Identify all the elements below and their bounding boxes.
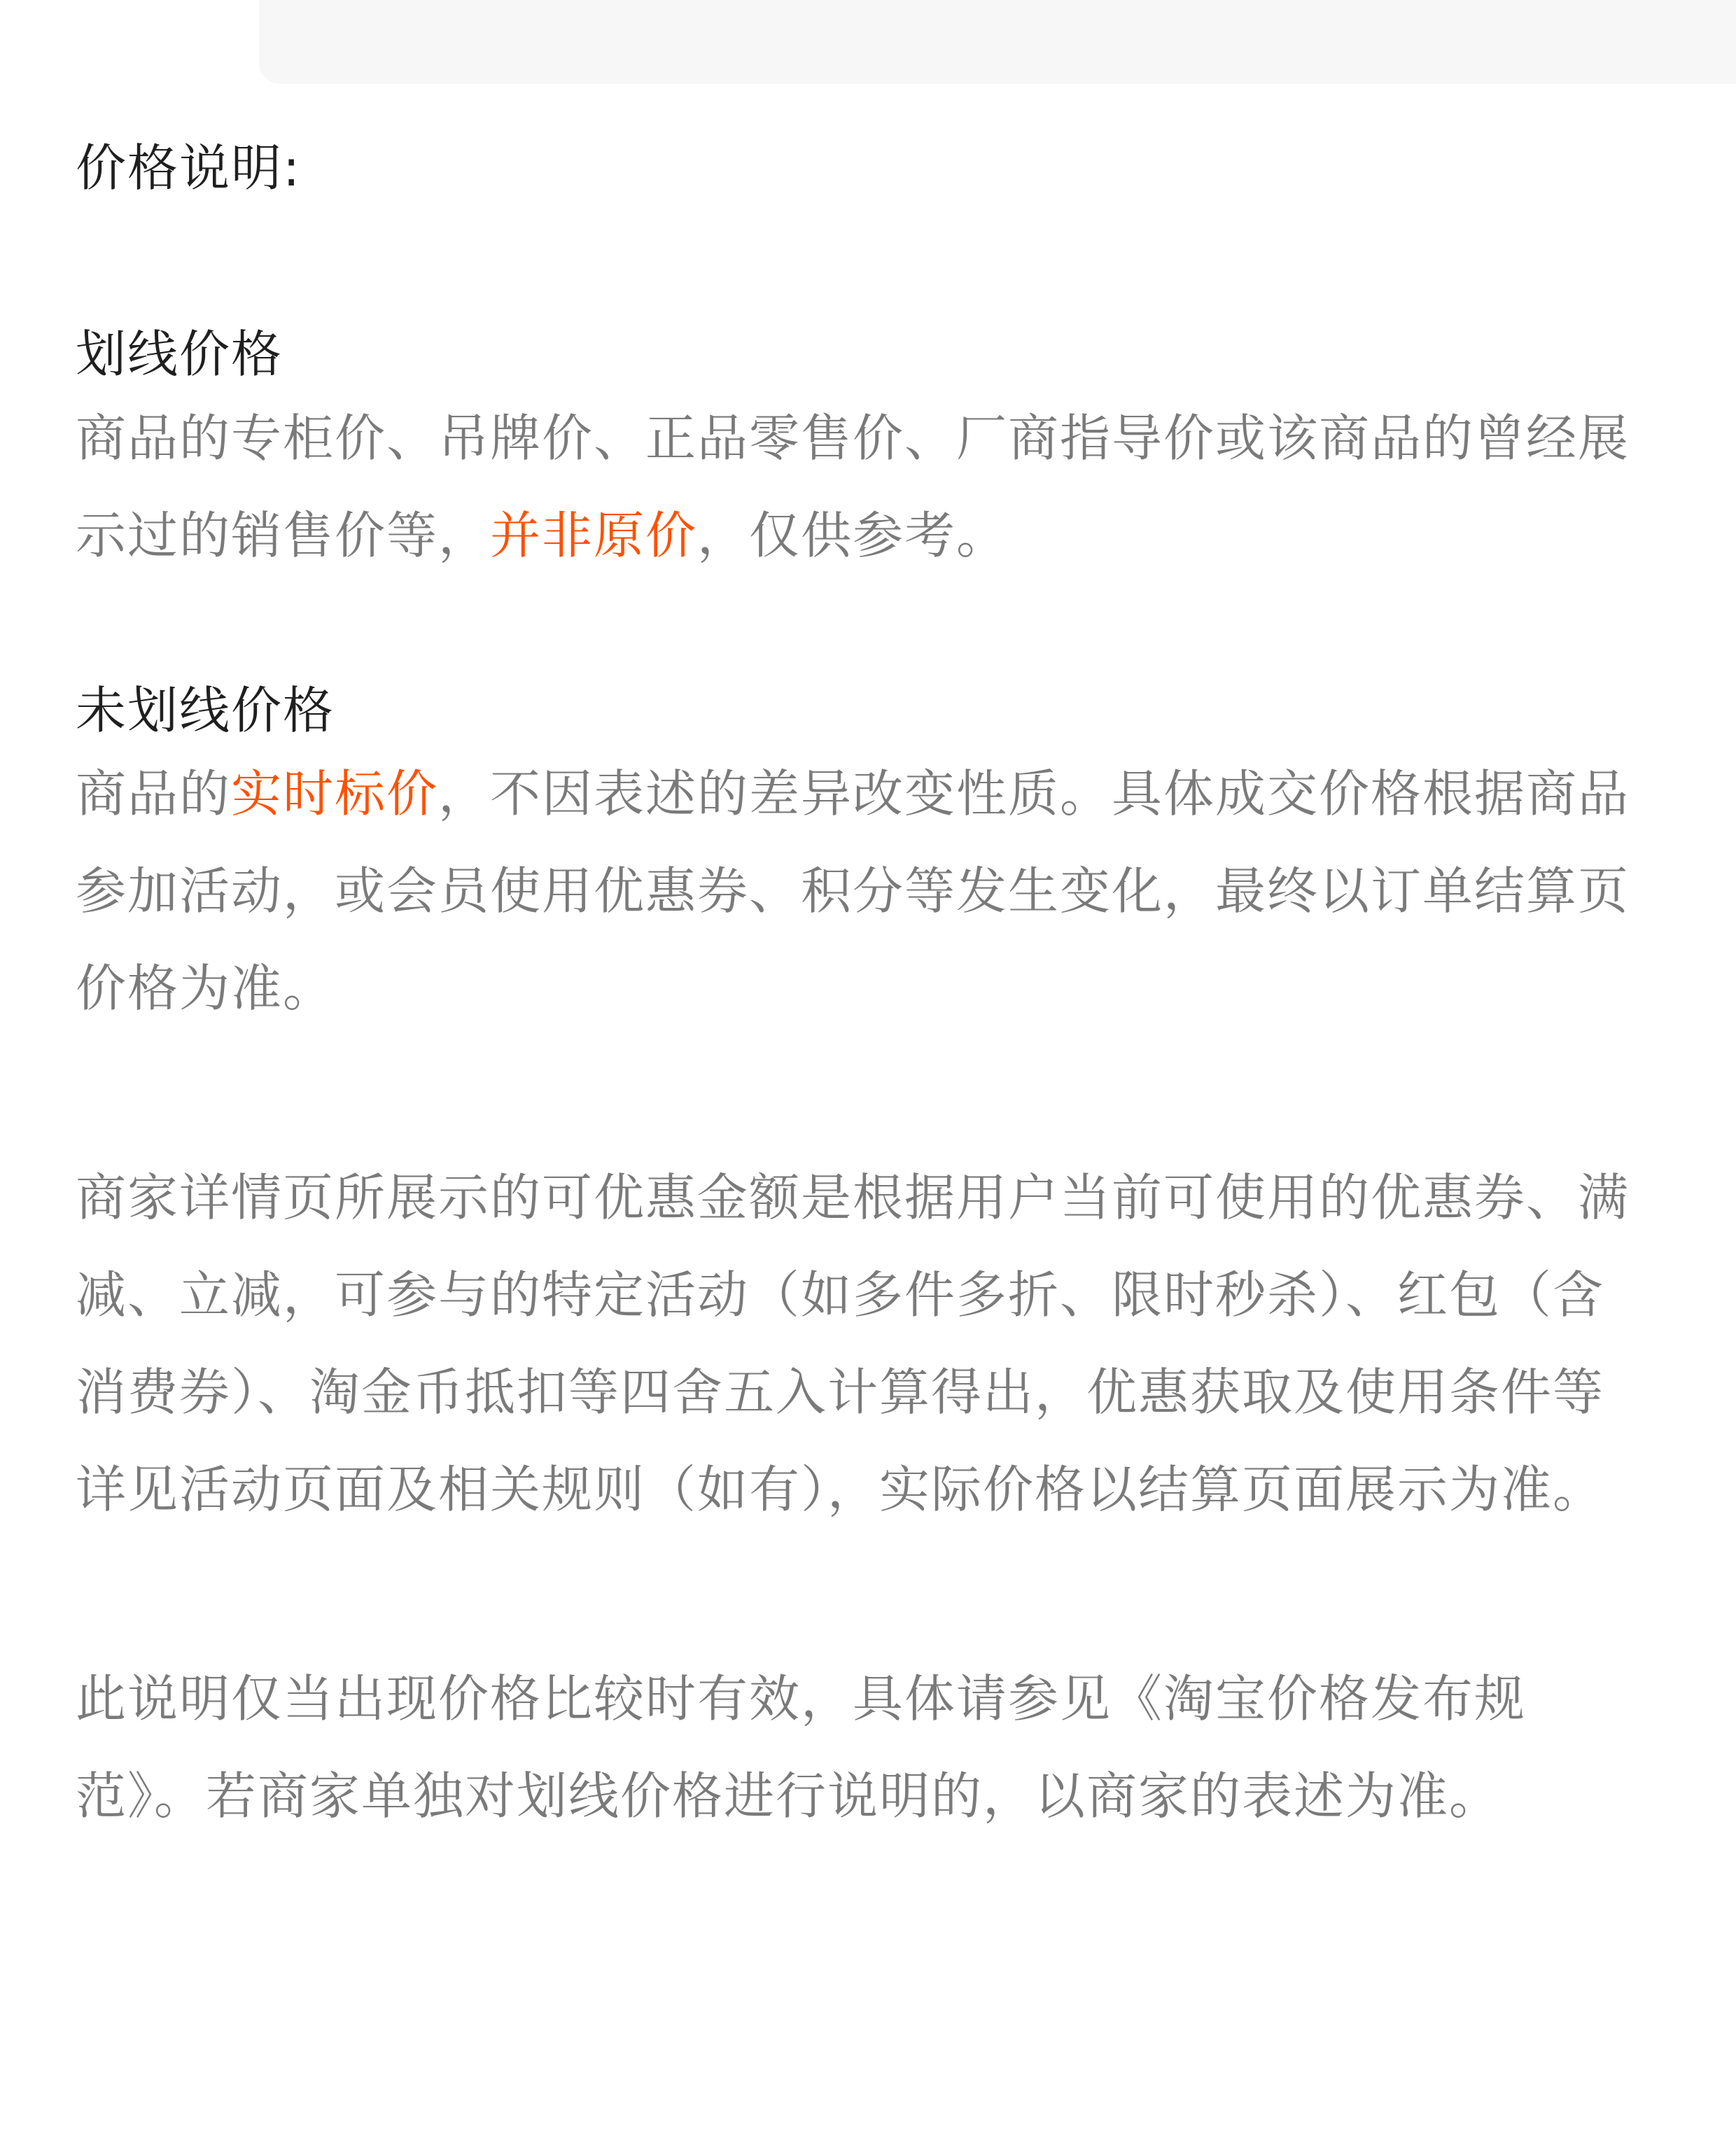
section-heading: 未划线价格 (76, 680, 335, 740)
scope-explanation-paragraph: 此说明仅当出现价格比较时有效，具体请参见《淘宝价格发布规范》。若商家单独对划线价格进行说明的，以商家的表述为准。 (76, 1669, 1527, 1826)
top-bar (259, 0, 1736, 84)
description-text: ，仅供参考。 (697, 505, 1009, 565)
description-text: 商品的 (76, 764, 232, 824)
highlight-text: 实时标价 (231, 764, 439, 824)
description-text: ，不因表述的差异改变性质。具体成交价格根据商品参加活动，或会员使用优惠券、积分等发生变化，最终以订单结算页价格为准。 (76, 764, 1630, 1018)
section-strikethrough-price (76, 319, 1644, 584)
price-explanation-content (76, 133, 1644, 1845)
section-description (76, 745, 1644, 1037)
page-title: 价格说明: (76, 139, 302, 197)
section-non-strikethrough-price (76, 675, 1644, 1038)
section-description (76, 390, 1644, 584)
highlight-text: 并非原价 (490, 505, 698, 565)
section-heading: 划线价格 (76, 324, 284, 384)
discount-explanation-paragraph: 商家详情页所展示的可优惠金额是根据用户当前可使用的优惠券、满减、立减，可参与的特定活动（如多件多折、限时秒杀）、红包（含消费券）、淘金币抵扣等四舍五入计算得出，优惠获取及使用条件等详见活动页面及相关规则（如有），实际价格以结算页面展示为准。 (76, 1168, 1630, 1520)
description-text: 商品的专柜价、吊牌价、正品零售价、厂商指导价或该商品的曾经展示过的销售价等， (76, 408, 1630, 565)
